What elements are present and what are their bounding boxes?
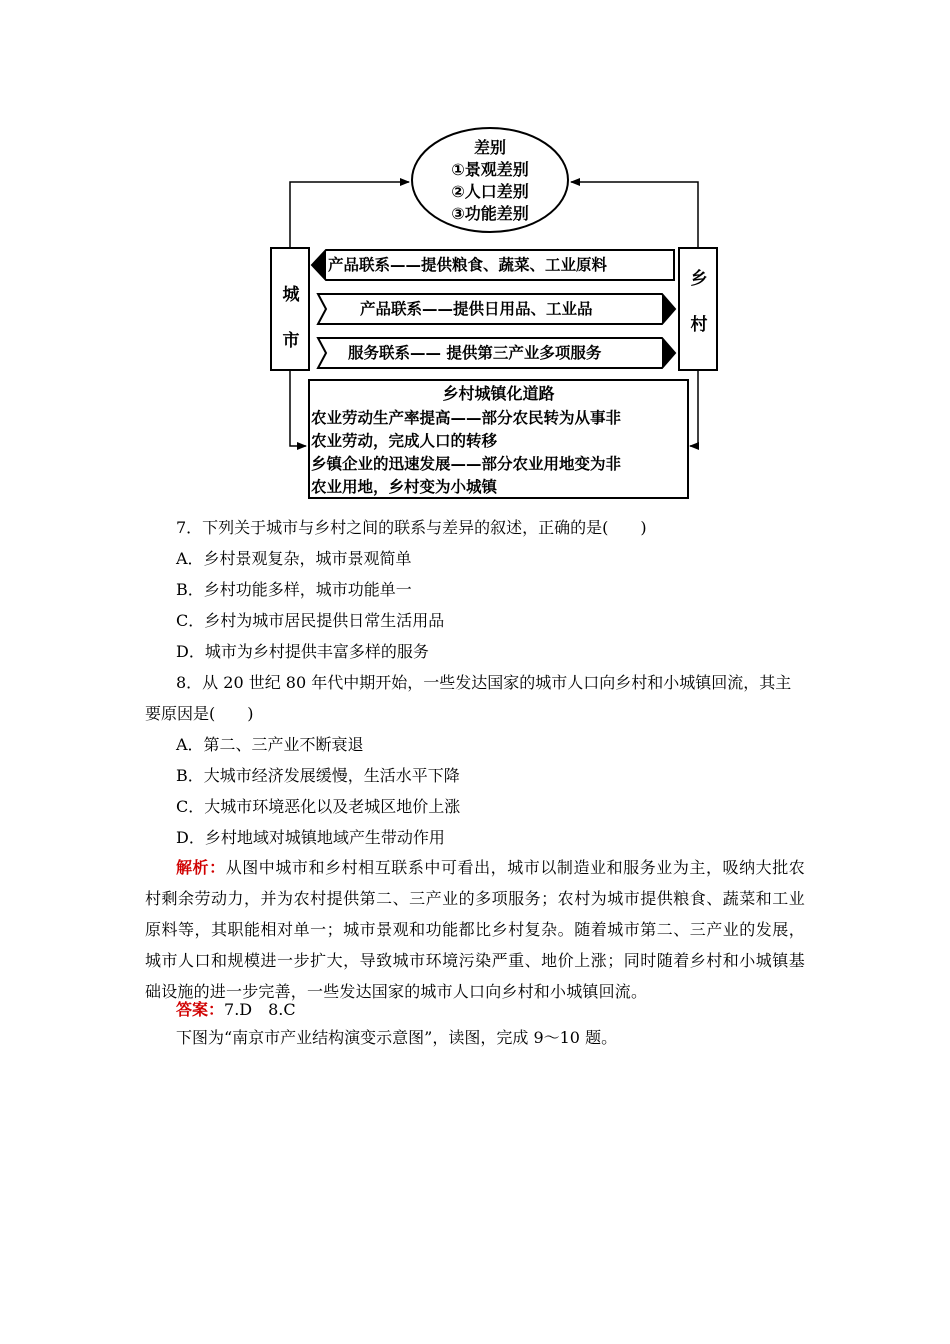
arrow-label-1: 产品联系——提供粮食、蔬菜、工业原料 [328, 256, 608, 274]
village-label [679, 256, 719, 348]
answer-label: 答案： [176, 1000, 225, 1019]
road-line-3: 乡镇企业的迅速发展——部分农业用地变为非 [311, 455, 622, 473]
road-box-title: 乡村城镇化道路 [442, 384, 555, 403]
q8-option-c: C．大城市环境恶化以及老城区地价上涨 [176, 797, 461, 816]
analysis-label: 解析： [176, 858, 226, 877]
arrow-head-3 [662, 338, 675, 368]
road-line-1: 农业劳动生产率提高——部分农民转为从事非 [311, 409, 622, 427]
road-line-2: 农业劳动，完成人口的转移 [311, 432, 498, 450]
ellipse-item-function: ③功能差别 [451, 204, 529, 223]
next-question-intro: 下图为“南京市产业结构演变示意图”，读图，完成 9～10 题。 [176, 1028, 618, 1047]
city-to-ellipse-connector [290, 182, 409, 248]
q8-option-a: A．第二、三产业不断衰退 [176, 735, 364, 754]
ellipse-item-population: ②人口差别 [451, 182, 529, 201]
q7-option-d: D．城市为乡村提供丰富多样的服务 [176, 642, 429, 661]
village-to-road-connector [690, 370, 698, 446]
ellipse-title: 差别 [473, 138, 506, 157]
village-char-2: 村 [690, 315, 708, 335]
arrow-head-2 [662, 294, 675, 324]
city-char-2: 市 [282, 331, 300, 351]
ellipse-item-landscape: ①景观差别 [451, 160, 529, 179]
answer-text: 7.D 8.C [224, 1000, 296, 1019]
city-char-1: 城 [282, 285, 300, 305]
city-to-road-connector [290, 370, 306, 446]
analysis-text: 从图中城市和乡村相互联系中可看出，城市以制造业和服务业为主，吸纳大批农村剩余劳动力，并为农村提供第二、三产业的多项服务；农村为城市提供粮食、蔬菜和工业原料等，其职能相对单一；城市景观和功能都比乡村复杂。随着城市第二、三产业的发展，城市人口和规模进一步扩大，导致城市环境污染严重、地价上涨；同时随着乡村和小城镇基础设施的进一步完善，一些发达国家的城市人口向乡村和小城镇回流。 [145, 858, 805, 1001]
analysis-paragraph [145, 852, 805, 1007]
q8-stem-line-2: 要原因是( ) [145, 704, 254, 723]
village-char-1: 乡 [690, 269, 708, 289]
arrow-label-3: 服务联系—— 提供第三产业多项服务 [348, 344, 602, 362]
answer-line [176, 1000, 296, 1020]
arrow-head-1 [312, 250, 326, 280]
q8-option-b: B．大城市经济发展缓慢，生活水平下降 [176, 766, 460, 785]
q7-option-a: A．乡村景观复杂，城市景观简单 [176, 549, 412, 568]
q7-option-c: C．乡村为城市居民提供日常生活用品 [176, 611, 445, 630]
q7-stem: 7．下列关于城市与乡村之间的联系与差异的叙述，正确的是( ) [176, 518, 647, 537]
road-line-4: 农业用地，乡村变为小城镇 [311, 478, 498, 496]
road-box-lines [311, 407, 687, 499]
village-to-ellipse-connector [571, 182, 698, 248]
q8-option-d: D．乡村地域对城镇地域产生带动作用 [176, 828, 445, 847]
q8-stem-line-1: 8．从 20 世纪 80 年代中期开始，一些发达国家的城市人口向乡村和小城镇回流，其主 [176, 673, 792, 692]
q7-option-b: B．乡村功能多样，城市功能单一 [176, 580, 412, 599]
arrow-label-2: 产品联系——提供日用品、工业品 [360, 300, 593, 318]
relationship-diagram [0, 0, 950, 510]
city-label [271, 272, 311, 364]
ellipse-text [420, 137, 560, 225]
